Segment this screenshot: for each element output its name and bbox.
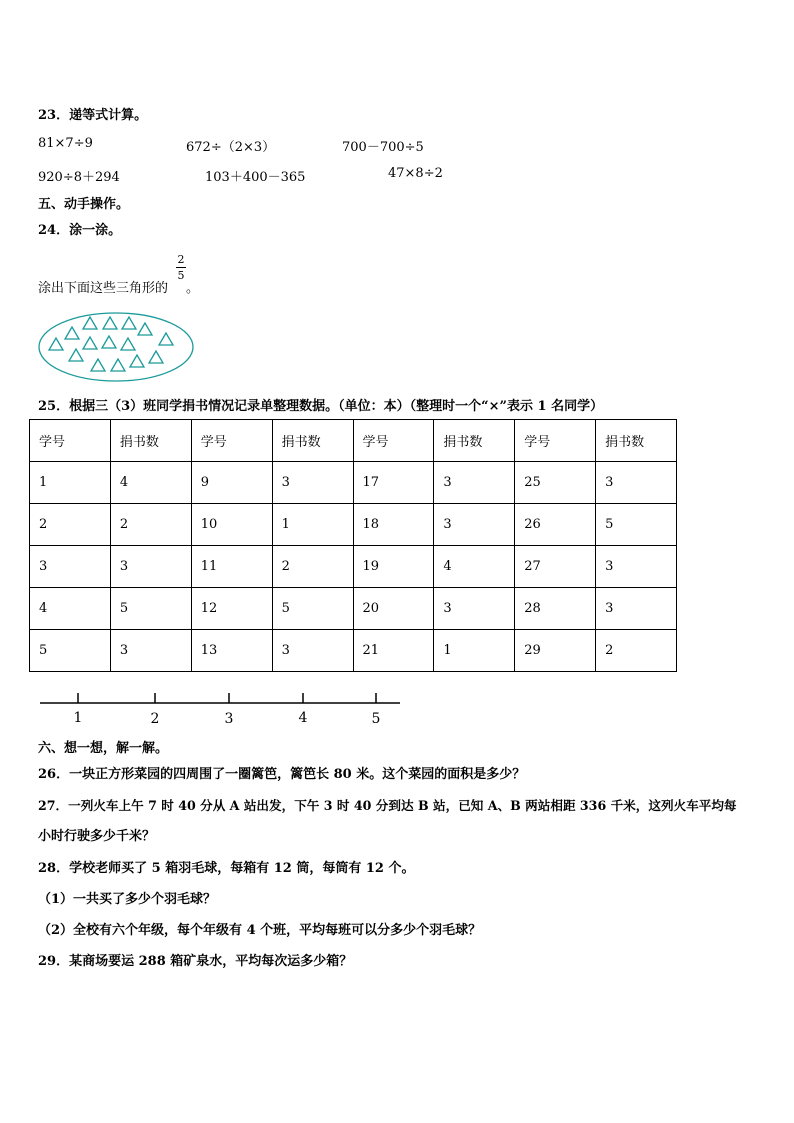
table-row (30, 588, 677, 630)
table-cell: 19 (353, 546, 434, 588)
header-cell: 学号 (353, 420, 434, 462)
table-cell: 27 (515, 546, 596, 588)
table-cell: 4 (30, 588, 111, 630)
triangle-12[interactable] (149, 351, 163, 363)
triangle-2[interactable] (103, 317, 117, 329)
triangle-1[interactable] (83, 317, 97, 329)
table-cell: 13 (191, 630, 272, 672)
table-cell: 17 (353, 462, 434, 504)
table-cell: 18 (353, 504, 434, 546)
axis-label-4: 4 (298, 710, 308, 726)
table-cell: 3 (110, 630, 191, 672)
triangle-14[interactable] (111, 359, 125, 371)
q27-line-2: 小时行驶多少千米？ (38, 829, 156, 844)
table-row (30, 462, 677, 504)
header-cell: 捐书数 (434, 420, 515, 462)
triangle-ellipse-figure (36, 309, 198, 385)
axis-label-2: 2 (150, 711, 160, 727)
header-cell: 捐书数 (272, 420, 353, 462)
q26-text: 26．一块正方形菜园的四周围了一圈篱笆，篱笆长 80 米。这个菜园的面积是多少？ (38, 767, 526, 782)
table-cell: 20 (353, 588, 434, 630)
q23-title: 23．递等式计算。 (38, 108, 148, 123)
donation-table (29, 419, 677, 672)
header-cell: 学号 (191, 420, 272, 462)
axis-label-5: 5 (371, 711, 381, 727)
table-cell: 3 (434, 588, 515, 630)
axis-label-1: 1 (73, 710, 83, 726)
fraction-numerator: 2 (177, 253, 185, 266)
table-cell: 9 (191, 462, 272, 504)
q24-prompt-end: 。 (186, 281, 200, 296)
triangle-9[interactable] (121, 338, 135, 350)
q29-text: 29．某商场要运 288 箱矿泉水，平均每次运多少箱？ (38, 954, 353, 969)
table-header-row (30, 420, 677, 462)
table-cell: 1 (30, 462, 111, 504)
table-cell: 3 (596, 588, 677, 630)
q23-expr-3: 700－700÷5 (342, 140, 424, 155)
table-cell: 12 (191, 588, 272, 630)
table-row (30, 546, 677, 588)
table-cell: 2 (110, 504, 191, 546)
fraction-denominator: 5 (177, 269, 185, 282)
table-cell: 2 (30, 504, 111, 546)
triangle-7[interactable] (83, 337, 97, 349)
table-cell: 10 (191, 504, 272, 546)
triangle-5[interactable] (49, 338, 63, 350)
triangle-4[interactable] (138, 323, 152, 335)
table-row (30, 504, 677, 546)
tally-axis (38, 688, 404, 728)
header-cell: 学号 (515, 420, 596, 462)
q23-expr-1: 81×7÷9 (38, 136, 93, 151)
table-cell: 3 (434, 462, 515, 504)
q23-expr-2: 672÷（2×3） (186, 140, 276, 155)
header-cell: 学号 (30, 420, 111, 462)
triangle-3[interactable] (122, 317, 136, 329)
table-row (30, 630, 677, 672)
table-cell: 3 (30, 546, 111, 588)
fraction (176, 254, 186, 281)
table-cell: 3 (434, 504, 515, 546)
section-5-title: 五、动手操作。 (38, 197, 130, 212)
q28-text: 28．学校老师买了 5 箱羽毛球，每箱有 12 筒，每筒有 12 个。 (38, 861, 415, 876)
q23-expr-5: 103＋400－365 (205, 170, 306, 185)
q28-sub-1: （1）一共买了多少个羽毛球？ (38, 892, 217, 907)
q28-sub-2: （2）全校有六个年级，每个年级有 4 个班，平均每班可以分多少个羽毛球？ (38, 923, 482, 938)
table-cell: 28 (515, 588, 596, 630)
table-cell: 5 (272, 588, 353, 630)
table-cell: 5 (110, 588, 191, 630)
table-cell: 4 (434, 546, 515, 588)
triangle-15[interactable] (130, 355, 144, 367)
section-6-title: 六、想一想，解一解。 (38, 741, 169, 756)
table-cell: 3 (110, 546, 191, 588)
triangle-11[interactable] (69, 349, 83, 361)
table-cell: 1 (434, 630, 515, 672)
q27-line-1: 27．一列火车上午 7 时 40 分从 A 站出发，下午 3 时 40 分到达 B 站，已知 A、B 两站相距 336 千米，这列火车平均每 (38, 798, 737, 813)
table-cell: 25 (515, 462, 596, 504)
table-cell: 21 (353, 630, 434, 672)
table-cell: 5 (596, 504, 677, 546)
triangle-13[interactable] (91, 359, 105, 371)
q23-expr-4: 920÷8＋294 (38, 170, 120, 185)
header-cell: 捐书数 (596, 420, 677, 462)
table-cell: 5 (30, 630, 111, 672)
triangle-10[interactable] (159, 333, 173, 345)
table-cell: 29 (515, 630, 596, 672)
triangle-8[interactable] (102, 336, 116, 348)
axis-label-3: 3 (224, 711, 234, 727)
table-cell: 26 (515, 504, 596, 546)
table-cell: 4 (110, 462, 191, 504)
table-cell: 3 (596, 462, 677, 504)
q24-title: 24．涂一涂。 (38, 223, 122, 238)
table-cell: 3 (272, 630, 353, 672)
table-cell: 1 (272, 504, 353, 546)
table-cell: 3 (272, 462, 353, 504)
q25-title: 25．根据三（3）班同学捐书情况记录单整理数据。（单位：本）（整理时一个“×”表示 1 名同学） (38, 399, 604, 414)
q24-prompt: 涂出下面这些三角形的 (38, 281, 169, 296)
table-cell: 11 (191, 546, 272, 588)
q23-expr-6: 47×8÷2 (388, 166, 443, 181)
table-cell: 2 (596, 630, 677, 672)
table-cell: 2 (272, 546, 353, 588)
header-cell: 捐书数 (110, 420, 191, 462)
table-cell: 3 (596, 546, 677, 588)
fraction-bar (176, 267, 186, 268)
triangle-6[interactable] (65, 327, 79, 339)
